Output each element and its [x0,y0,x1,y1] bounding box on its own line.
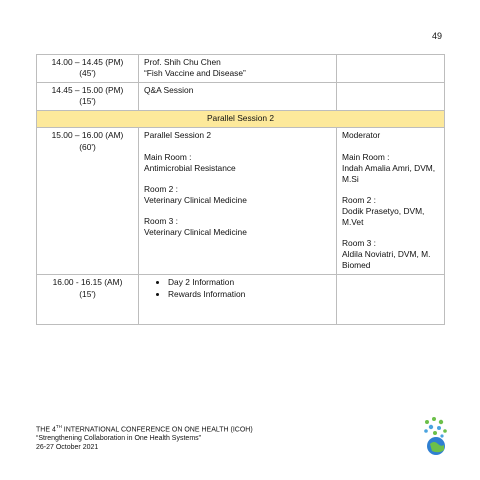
moderator-title: Moderator [342,130,381,141]
duration: (15') [79,96,96,107]
notes-cell [337,83,445,111]
activity-cell [139,275,337,325]
time-cell [37,55,139,83]
time-cell [37,275,139,325]
table-row [37,128,445,275]
room-label: Room 3 : [342,238,376,249]
conference-date: 26-27 October 2021 [36,444,99,452]
table-row [37,111,445,128]
time-range: 15.00 – 16.00 (AM) [51,130,124,141]
room-label: Room 2 : [342,194,376,205]
moderator-degree: M.Vet [342,217,364,228]
table-row [37,55,445,83]
duration: (15') [79,288,96,299]
talk-topic: “Fish Vaccine and Disease” [144,68,246,79]
room-topic: Antimicrobial Resistance [144,162,236,173]
moderator-degree: M.Si [342,173,359,184]
footer [36,424,253,453]
duration: (45') [79,68,96,79]
time-range: 14.00 – 14.45 (PM) [51,57,124,67]
list-item: • Day 2 Information [168,277,331,288]
session-title: Parallel Session 2 [144,130,212,141]
room-topic: Veterinary Clinical Medicine [144,227,247,238]
notes-cell [337,275,445,325]
moderator-cell [337,128,445,275]
table-row [37,275,445,325]
moderator-name: Dodik Prasetyo, DVM, [342,205,425,216]
activity-cell [139,128,337,275]
moderator-name: Indah Amalia Amri, DVM, [342,162,436,173]
room-label: Main Room : [144,151,192,162]
conference-theme: “Strengthening Collaboration in One Health Systems” [36,435,201,443]
conference-name: THE 4TH INTERNATIONAL CONFERENCE ON ONE HEALTH (ICOH) [36,424,253,434]
time-range: 16.00 - 16.15 (AM) [52,277,123,288]
page-number: 49 [431,31,442,41]
session-banner: Parallel Session 2 [37,111,445,128]
activity-label: Q&A Session [144,85,194,96]
room-label: Room 3 : [144,215,178,226]
table-row [37,83,445,111]
schedule-table [36,54,445,325]
moderator-name: Aldila Noviatri, DVM, M. [342,249,431,260]
speaker-name: Prof. Shih Chu Chen [144,57,221,67]
room-label: Room 2 : [144,183,178,194]
time-cell [37,83,139,111]
time-cell [37,128,139,275]
activity-cell [139,83,337,111]
list-item: • Rewards Information [168,289,331,300]
info-list [144,277,331,299]
activity-cell [139,55,337,83]
notes-cell [337,55,445,83]
time-range: 14.45 – 15.00 (PM) [51,85,124,96]
duration: (60') [79,141,96,152]
moderator-degree: Biomed [342,260,371,271]
room-label: Main Room : [342,151,390,162]
conference-logo-icon [418,416,452,456]
room-topic: Veterinary Clinical Medicine [144,194,247,205]
